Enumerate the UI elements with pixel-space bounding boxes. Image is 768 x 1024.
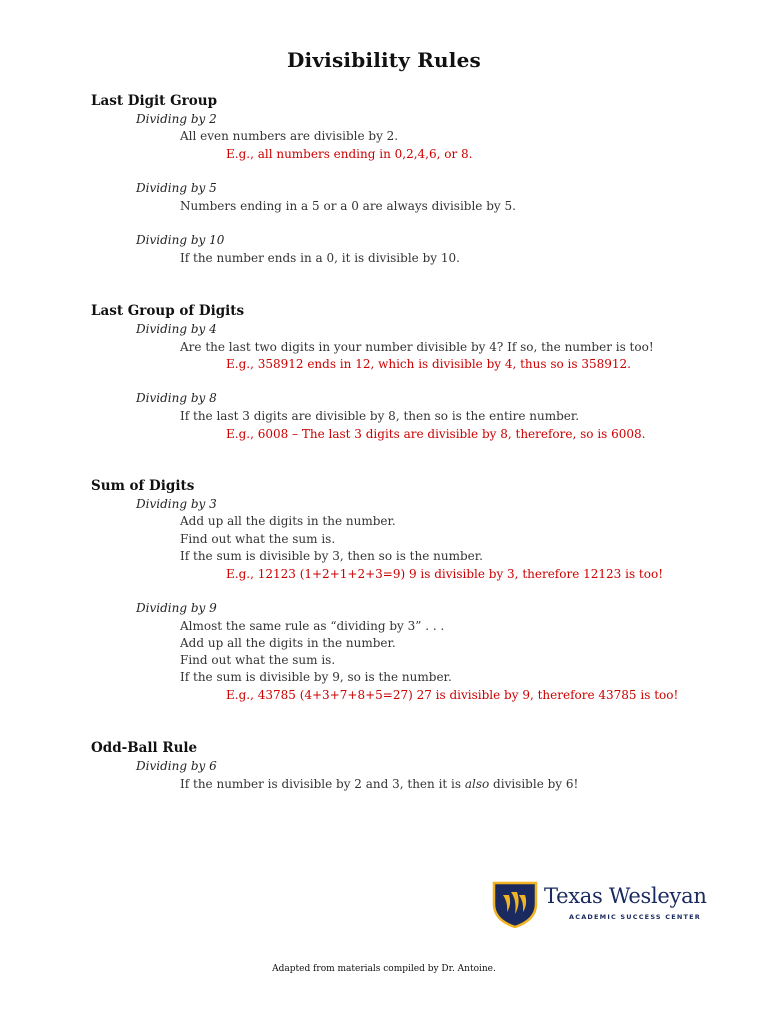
rule-text: If the sum is divisible by 3, then so is the number. [180,549,483,563]
section-heading-odd-ball-rule: Odd-Ball Rule [91,740,198,756]
logo-subtitle: ACADEMIC SUCCESS CENTER [569,913,701,921]
shield-flame-icon [492,880,538,928]
rule-text: Add up all the digits in the number. [180,636,396,650]
rule-text: If the last 3 digits are divisible by 8, then so is the entire number. [180,409,580,423]
section-heading-last-group-of-digits: Last Group of Digits [91,303,245,319]
rule-text: If the sum is divisible by 9, so is the number. [180,670,452,684]
texas-wesleyan-logo [492,880,707,930]
rule-label-dividing-by-5: Dividing by 5 [136,181,217,195]
rule-label-dividing-by-2: Dividing by 2 [136,112,217,126]
rule-text: Numbers ending in a 5 or a 0 are always divisible by 5. [180,199,516,213]
logo-wordmark: Texas Wesleyan [544,884,707,908]
rule-label-dividing-by-3: Dividing by 3 [136,497,217,511]
rule-text: Almost the same rule as “dividing by 3” . . . [180,619,445,633]
section-heading-sum-of-digits: Sum of Digits [91,478,195,494]
rule-text: Find out what the sum is. [180,532,336,546]
footer-credit: Adapted from materials compiled by Dr. Antoine. [272,964,496,974]
page-title: Divisibility Rules [287,48,481,72]
rule-example: E.g., 43785 (4+3+7+8+5=27) 27 is divisible by 9, therefore 43785 is too! [226,688,679,702]
rule-example: E.g., 358912 ends in 12, which is divisible by 4, thus so is 358912. [226,357,631,371]
rule-text-emphasis: also [464,777,490,791]
rule-example: E.g., 12123 (1+2+1+2+3=9) 9 is divisible by 3, therefore 12123 is too! [226,567,664,581]
rule-text-start: If the number is divisible by 2 and 3, then it is [180,777,465,791]
rule-text: If the number ends in a 0, it is divisible by 10. [180,251,460,265]
rule-example: E.g., 6008 – The last 3 digits are divisible by 8, therefore, so is 6008. [226,427,646,441]
rule-text: All even numbers are divisible by 2. [180,129,399,143]
rule-text [180,777,578,791]
rule-label-dividing-by-6: Dividing by 6 [136,759,217,773]
rule-text: Find out what the sum is. [180,653,336,667]
rule-label-dividing-by-9: Dividing by 9 [136,601,217,615]
rule-text-end: divisible by 6! [489,777,579,791]
rule-text: Are the last two digits in your number divisible by 4? If so, the number is too! [180,340,654,354]
rule-example: E.g., all numbers ending in 0,2,4,6, or 8. [226,147,473,161]
rule-label-dividing-by-8: Dividing by 8 [136,391,217,405]
rule-text: Add up all the digits in the number. [180,514,396,528]
rule-label-dividing-by-10: Dividing by 10 [136,233,225,247]
rule-label-dividing-by-4: Dividing by 4 [136,322,217,336]
section-heading-last-digit-group: Last Digit Group [91,93,218,109]
